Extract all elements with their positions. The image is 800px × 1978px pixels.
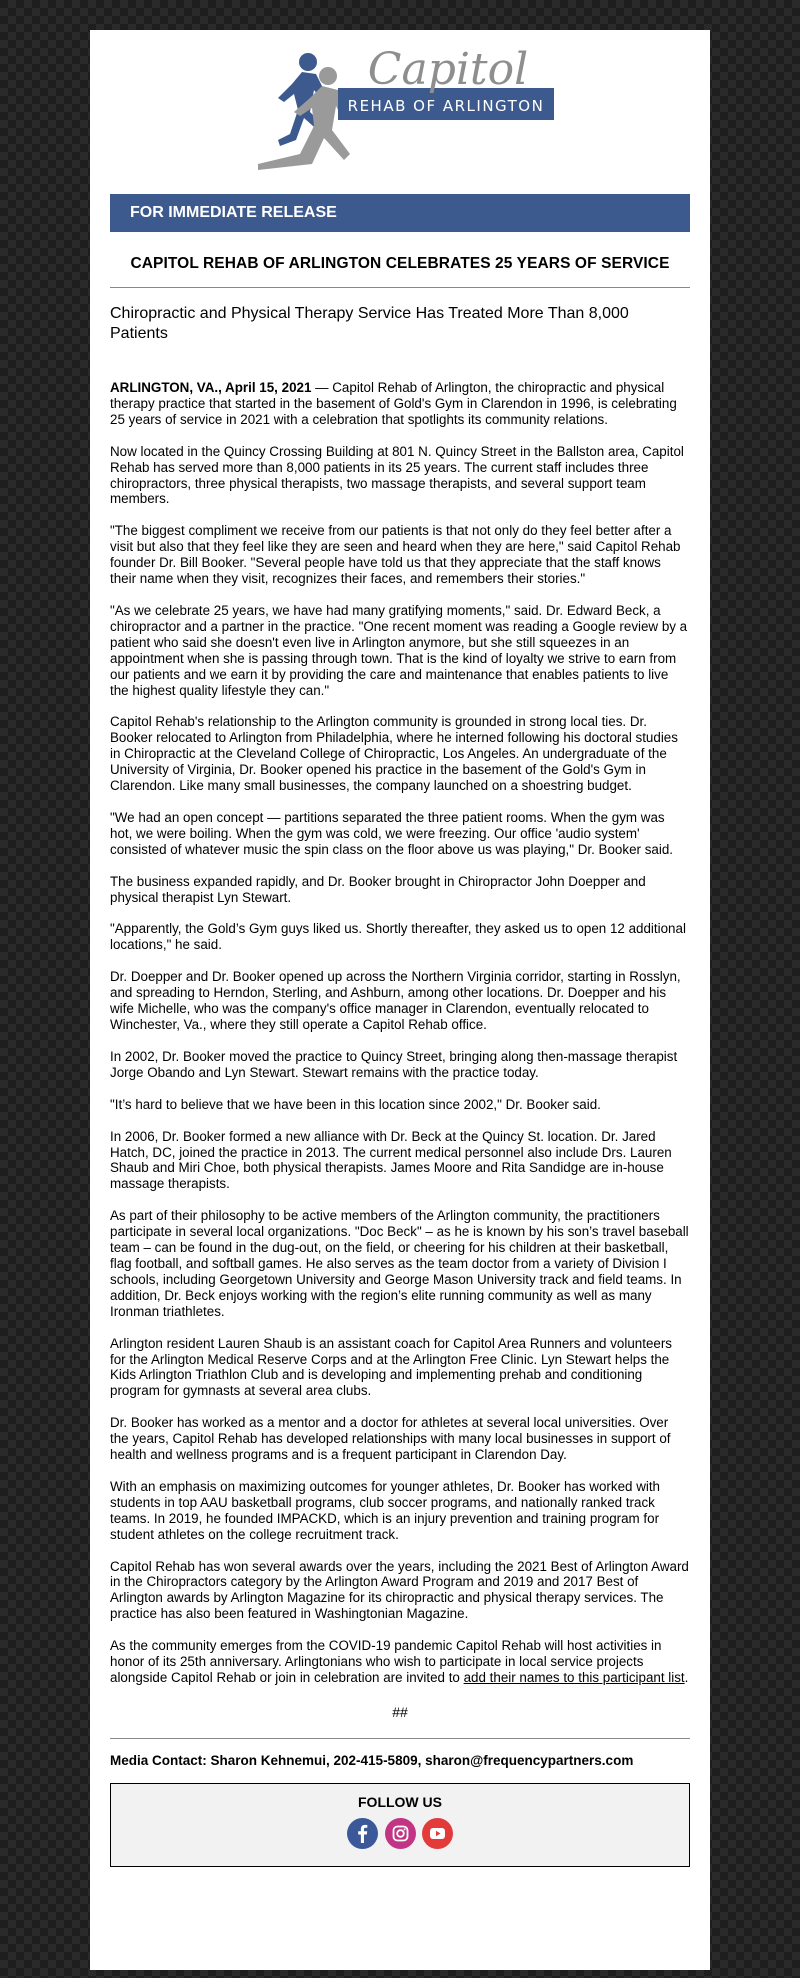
paragraph: In 2006, Dr. Booker formed a new alliance with Dr. Beck at the Quincy St. location. Dr. Jared Hatch, DC, joined the practice in 2013. The current medical personnel also include Drs. Lauren Shaub and Miri Choe, both physical therapists. James Moore and Rita Sandidge are in-house massage therapists. <box>110 1128 672 1192</box>
paragraph: As part of their philosophy to be active members of the Arlington community, the practitioners participate in several local organizations. "Doc Beck" – as he is known by his son’s travel baseball team – can be found in the dug-out, on the field, or cheering for his children at their basketball, flag football, and softball games. He also serves as the team doctor from a variety of Division I schools, including Georgetown University and George Mason University track and field teams. In addition, Dr. Beck enjoys working with the region’s elite running community as well as many Ironman triathletes. <box>110 1208 689 1319</box>
paragraph: "As we celebrate 25 years, we have had many gratifying moments," said. Dr. Edward Beck, a chiropractor and a partner in the practice. "One recent moment was reading a Google review by a patient who said she doesn't even live in Arlington anymore, but she still squeezes in an appointment when she is passing through town. That is the kind of loyalty we strive to earn from our patients and we earn it by providing the care and maintenance that enables patients to live the highest quality lifestyle they can." <box>110 602 688 698</box>
paragraph: "The biggest compliment we receive from our patients is that not only do they feel better after a visit but also that they feel like they are seen and heard when they are here," said Capitol Rehab founder Dr. Bill Booker. "Several people have told us that they appreciate that the staff knows their name when they visit, recognizes their faces, and remembers their stories." <box>110 523 681 587</box>
logo-tagline: REHAB OF ARLINGTON <box>347 97 545 115</box>
paragraph-closing: As the community emerges from the COVID-19 pandemic Capitol Rehab will host activities in honor of its 25th anniversary. Arlingtonians who wish to participate in local service projects alongside Capitol Rehab or join in celebration are invited to add their names to this participant list. <box>110 1638 689 1685</box>
subhead: Chiropractic and Physical Therapy Service Has Treated More Than 8,000 Patients <box>110 305 629 342</box>
capitol-rehab-logo <box>250 50 570 180</box>
article-body <box>110 380 690 1686</box>
release-label: FOR IMMEDIATE RELEASE <box>110 194 690 232</box>
instagram-icon[interactable] <box>385 1818 416 1849</box>
paragraph: "Apparently, the Gold’s Gym guys liked us. Shortly thereafter, they asked us to open 12 additional locations," he said. <box>110 921 686 953</box>
dateline: ARLINGTON, VA., April 15, 2021 <box>110 380 312 395</box>
paragraph: Dr. Doepper and Dr. Booker opened up across the Northern Virginia corridor, starting in Rosslyn, and spreading to Herndon, Sterling, and Ashburn, among other locations. Dr. Doepper and his wife Michelle, who was the company's office manager in Clarendon, eventually relocated to Winchester, Va., where they still operate a Capitol Rehab office. <box>110 969 681 1032</box>
paragraph: Dr. Booker has worked as a mentor and a doctor for athletes at several local universities. Over the years, Capitol Rehab has developed relationships with many local businesses in support of health and wellness programs and is a frequent participant in Clarendon Day. <box>110 1415 671 1463</box>
youtube-icon[interactable] <box>422 1818 453 1849</box>
social-icons <box>111 1818 689 1849</box>
logo[interactable] <box>110 30 690 180</box>
paragraph: Capitol Rehab has won several awards over the years, including the 2021 Best of Arlington Award in the Chiropractors category by the Arlington Award Program and 2019 and 2017 Best of Arlington awards by Arlington Magazine for its chiropractic and physical therapy services. The practice has also been featured in Washingtonian Magazine. <box>110 1558 689 1622</box>
headline: CAPITOL REHAB OF ARLINGTON CELEBRATES 25 YEARS OF SERVICE <box>110 255 690 288</box>
participant-list-link[interactable]: add their names to this participant list <box>463 1670 685 1685</box>
facebook-icon[interactable] <box>347 1818 378 1849</box>
paragraph: In 2002, Dr. Booker moved the practice to Quincy Street, bringing along then-massage therapist Jorge Obando and Lyn Stewart. Stewart remains with the practice today. <box>110 1048 678 1080</box>
logo-name: Capitol <box>367 50 529 95</box>
press-release-page <box>90 30 710 1970</box>
paragraph: Now located in the Quincy Crossing Building at 801 N. Quincy Street in the Ballston area, Capitol Rehab has served more than 8,000 patients in its 25 years. The current staff includes three chiropractors, three physical therapists, two massage therapists, and several support team members. <box>110 443 684 507</box>
follow-us-title: FOLLOW US <box>358 1793 442 1810</box>
paragraph: "We had an open concept — partitions separated the three patient rooms. When the gym was hot, we were boiling. When the gym was cold, we were freezing. Our office 'audio system' consisted of whatever music the spin class on the floor above us was playing," Dr. Booker said. <box>110 809 673 857</box>
paragraph: With an emphasis on maximizing outcomes for younger athletes, Dr. Booker has worked with students in top AAU basketball programs, club soccer programs, and nationally ranked track teams. In 2019, he founded IMPACKD, which is an injury prevention and training program for student athletes on the college recruitment track. <box>110 1478 661 1542</box>
paragraph: Arlington resident Lauren Shaub is an assistant coach for Capitol Area Runners and volunteers for the Arlington Medical Reserve Corps and at the Arlington Free Clinic. Lyn Stewart helps the Kids Arlington Triathlon Club and is developing and implementing prehab and conditioning program for gymnasts at several area clubs. <box>110 1335 673 1399</box>
follow-us-box <box>110 1783 690 1867</box>
end-mark: ## <box>110 1704 690 1739</box>
paragraph: "It’s hard to believe that we have been in this location since 2002," Dr. Booker said. <box>110 1096 601 1112</box>
paragraph: Capitol Rehab's relationship to the Arlington community is grounded in strong local ties. Dr. Booker relocated to Arlington from Philadelphia, where he interned following his doctoral studies in Chiropractic at the Cleveland College of Chiropractic, Los Angeles. An undergraduate of the University of Virginia, Dr. Booker opened his practice in the basement of the Gold's Gym in Clarendon. Like many small businesses, the company launched on a shoestring budget. <box>110 714 678 794</box>
media-contact: Media Contact: Sharon Kehnemui, 202-415-5809, sharon@frequencypartners.com <box>110 1752 634 1768</box>
paragraph: The business expanded rapidly, and Dr. Booker brought in Chiropractor John Doepper and physical therapist Lyn Stewart. <box>110 873 646 905</box>
paragraph: ARLINGTON, VA., April 15, 2021 — Capitol Rehab of Arlington, the chiropractic and physical therapy practice that started in the basement of Gold's Gym in Clarendon in 1996, is celebrating 25 years of service in 2021 with a celebration that spotlights its community relations. <box>110 380 677 427</box>
